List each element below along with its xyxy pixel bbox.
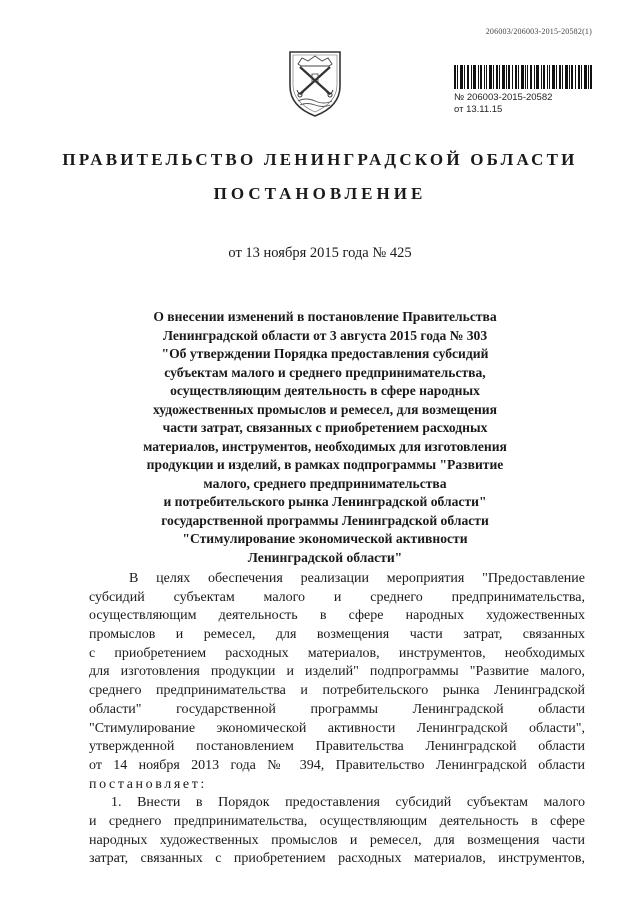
coat-of-arms-icon [284,48,346,118]
body-line: В целях обеспечения реализации мероприятия "Предоставление [129,571,585,586]
government-title: ПРАВИТЕЛЬСТВО ЛЕНИНГРАДСКОЙ ОБЛАСТИ [62,150,578,169]
subject-line: и потребительского рынка Ленинградской области" [163,494,487,509]
subject-line: "Об утверждении Порядка предоставления субсидий [161,346,489,361]
subject-line: материалов, инструментов, необходимых для изготовления [143,438,507,454]
body-line: с приобретением расходных материалов, инструментов, необходимых [89,645,585,661]
subject-line: малого, среднего предпринимательства [203,475,447,491]
body-line: утвержденной постановлением Правительства Ленинградской области [89,739,585,755]
decree-date: от 13 ноября 2015 года № 425 [228,245,412,261]
body-line: для изготовления продукции и изделий" подпрограммы "Развитие малого, [89,664,585,680]
decree-title: ПОСТАНОВЛЕНИЕ [213,184,427,203]
barcode-icon [454,65,592,89]
registration-date: от 13.11.15 [454,104,503,115]
body-line: народных художественных промыслов и ремесел, для возмещения части [89,832,585,848]
decree-subject [110,308,540,567]
body-line: 1. Внести в Порядок предоставления субсидий субъектам малого [111,795,585,811]
subject-line: субъектам малого и среднего предпринимательства, [164,364,486,380]
subject-line: О внесении изменений в постановление Правительства [153,309,497,324]
body-line: "Стимулирование экономической активности Ленинградской области", [89,720,585,736]
body-line: затрат, связанных с приобретением расходных материалов, инструментов, [89,851,585,867]
body-line: и среднего предпринимательства, осуществляющим деятельность в сфере [89,813,585,829]
subject-line: части затрат, связанных с приобретением расходных [162,420,488,435]
decree-body [89,570,585,869]
body-line: промыслов и ремесел, для возмещения части затрат, связанных [89,627,585,643]
subject-line: Ленинградской области от 3 августа 2015 года № 303 [162,327,488,343]
subject-line: Ленинградской области" [247,549,403,565]
barcode-block [454,65,594,116]
subject-line: государственной программы Ленинградской области [161,512,489,528]
subject-line: осуществляющим деятельность в сфере народных [170,383,480,398]
subject-line: художественных промыслов и ремесел, для возмещения [153,401,497,417]
body-line: области" государственной программы Ленинградской области [89,701,585,717]
body-line: осуществляющим деятельность в сфере народных художественных [89,608,585,624]
subject-line: продукции и изделий, в рамках подпрограммы "Развитие [146,457,504,472]
registration-number: № 206003-2015-20582 [454,92,553,103]
document-code: 206003/206003-2015-20582(1) [485,27,592,36]
body-line: от 14 ноября 2013 года № 394, Правительство Ленинградской области [89,757,585,773]
body-line: субсидий субъектам малого и среднего предпринимательства, [89,589,585,605]
subject-line: "Стимулирование экономической активности [182,531,468,546]
body-line-resolves: постановляет: [89,776,207,792]
body-line: среднего предпринимательства и потребительского рынка Ленинградской [89,683,585,699]
